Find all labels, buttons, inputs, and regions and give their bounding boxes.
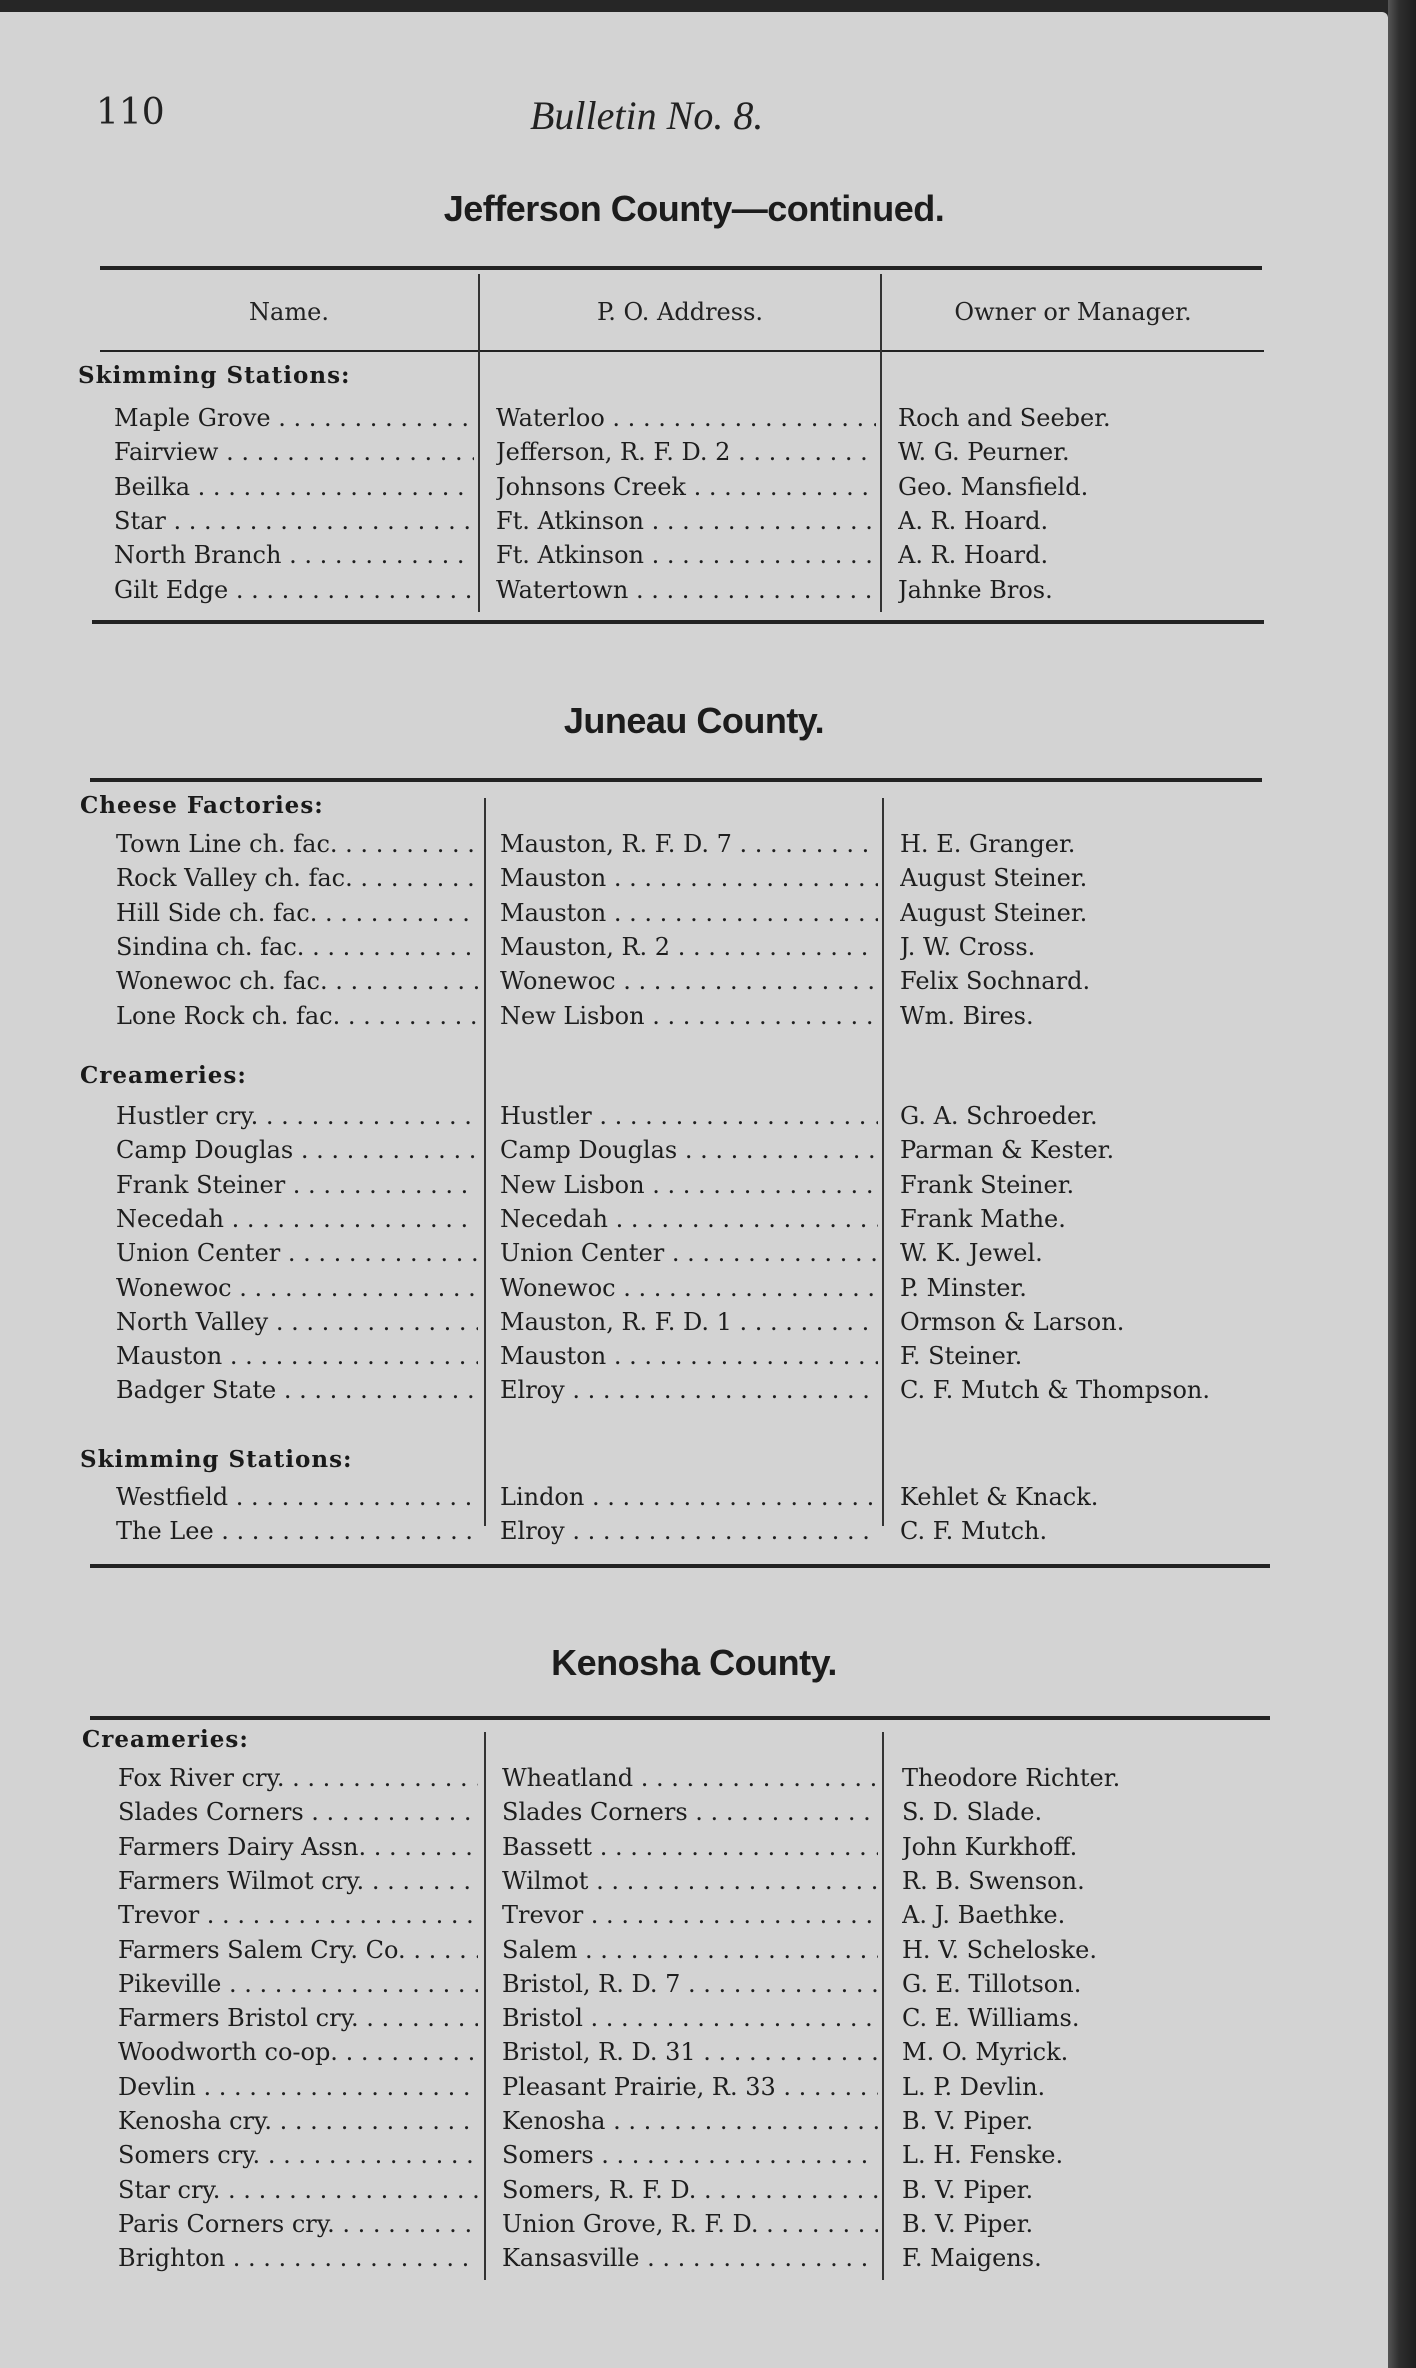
entry-address: Trevor . . . (502, 1898, 878, 1932)
entry-address: Lindon . . . (500, 1480, 878, 1514)
entry-address: Jefferson, R. F. D. 2 . . . (496, 435, 876, 469)
entry-owner: A. J. Baethke. (902, 1901, 1066, 1929)
entry-owner: F. Maigens. (902, 2244, 1042, 2272)
entry-address: Somers, R. F. D. . . . (502, 2173, 878, 2207)
entry-address: Elroy . . . (500, 1514, 878, 1548)
entry-owner: B. V. Piper. (902, 2176, 1034, 2204)
entry-owner: Jahnke Bros. (898, 576, 1053, 604)
county-end-rule (90, 1564, 1270, 1568)
column-divider (880, 274, 882, 612)
entry-address: Ft. Atkinson . . . (496, 504, 876, 538)
entry-address: Kenosha . . . (502, 2104, 878, 2138)
entry-address: Wilmot . . . (502, 1864, 878, 1898)
section-heading: Creameries: (82, 1726, 249, 1753)
entry-name: Mauston . . . (116, 1339, 478, 1373)
entry-owner: Parman & Kester. (900, 1136, 1115, 1164)
entry-address: Mauston . . . (500, 861, 878, 895)
running-title: Bulletin No. 8. (530, 93, 764, 138)
entry-name: Trevor . . . (118, 1898, 478, 1932)
entry-owner: P. Minster. (900, 1274, 1027, 1302)
entry-owner: Frank Mathe. (900, 1205, 1066, 1233)
entry-name: Somers cry. . . . (118, 2138, 478, 2172)
section-heading: Skimming Stations: (80, 1446, 353, 1473)
entry-address: Bristol, R. D. 31 . . . (502, 2035, 878, 2069)
entry-address: New Lisbon . . . (500, 999, 878, 1033)
entry-address: Wonewoc . . . (500, 1271, 878, 1305)
entry-owner: Felix Sochnard. (900, 967, 1091, 995)
entry-name: Pikeville . . . (118, 1967, 478, 2001)
entry-address: Waterloo . . . (496, 401, 876, 435)
entry-name: Frank Steiner . . . (116, 1168, 478, 1202)
entry-address: Mauston . . . (500, 1339, 878, 1373)
entry-name: Town Line ch. fac. . . . (116, 827, 478, 861)
entry-owner: L. H. Fenske. (902, 2141, 1064, 2169)
entry-name: Paris Corners cry. . . . (118, 2207, 478, 2241)
entry-address: Necedah . . . (500, 1202, 878, 1236)
column-divider (478, 274, 480, 612)
entry-address: Hustler . . . (500, 1099, 878, 1133)
entry-owner: August Steiner. (900, 899, 1088, 927)
entry-address: New Lisbon . . . (500, 1168, 878, 1202)
entry-owner: L. P. Devlin. (902, 2073, 1046, 2101)
entry-owner: John Kurkhoff. (902, 1833, 1078, 1861)
entry-name: Farmers Bristol cry. . . . (118, 2001, 478, 2035)
section-heading: Creameries: (80, 1062, 247, 1089)
entry-owner: H. E. Granger. (900, 830, 1076, 858)
column-divider (882, 1732, 884, 2280)
entry-address: Slades Corners . . . (502, 1795, 878, 1829)
entry-address: Mauston, R. F. D. 1 . . . (500, 1305, 878, 1339)
entry-address: Watertown . . . (496, 573, 876, 607)
entry-owner: Geo. Mansfield. (898, 473, 1089, 501)
entry-address: Wheatland . . . (502, 1761, 878, 1795)
entry-name: Beilka . . . (114, 470, 474, 504)
county-title-juneau: Juneau County. (563, 700, 825, 741)
entry-owner: C. E. Williams. (902, 2004, 1080, 2032)
column-header-owner: Owner or Manager. (954, 298, 1192, 326)
entry-address: Union Grove, R. F. D. . . . (502, 2207, 878, 2241)
entry-owner: F. Steiner. (900, 1342, 1023, 1370)
entry-owner: M. O. Myrick. (902, 2038, 1069, 2066)
entry-name: Wonewoc ch. fac. . . . (116, 964, 478, 998)
entry-owner: Roch and Seeber. (898, 404, 1111, 432)
entry-owner: B. V. Piper. (902, 2210, 1034, 2238)
entry-owner: A. R. Hoard. (898, 541, 1049, 569)
entry-name: Hustler cry. . . . (116, 1099, 478, 1133)
entry-name: Maple Grove . . . (114, 401, 474, 435)
entry-name: North Branch . . . (114, 538, 474, 572)
entry-address: Pleasant Prairie, R. 33 . . . (502, 2070, 878, 2104)
entry-name: Fox River cry. . . . (118, 1761, 478, 1795)
entry-owner: R. B. Swenson. (902, 1867, 1085, 1895)
book-page (0, 12, 1388, 2368)
entry-address: Bassett . . . (502, 1830, 878, 1864)
entry-name: Westfield . . . (116, 1480, 478, 1514)
entry-name: Gilt Edge . . . (114, 573, 474, 607)
entry-owner: Frank Steiner. (900, 1171, 1075, 1199)
entry-address: Mauston . . . (500, 896, 878, 930)
entry-address: Ft. Atkinson . . . (496, 538, 876, 572)
entry-address: Mauston, R. F. D. 7 . . . (500, 827, 878, 861)
entry-name: Necedah . . . (116, 1202, 478, 1236)
entry-owner: Theodore Richter. (902, 1764, 1121, 1792)
table-top-rule (100, 266, 1262, 270)
county-title-jefferson: Jefferson County—continued. (443, 188, 945, 229)
entry-name: Lone Rock ch. fac. . . . (116, 999, 478, 1033)
entry-name: Farmers Dairy Assn. . . . (118, 1830, 478, 1864)
entry-name: Sindina ch. fac. . . . (116, 930, 478, 964)
entry-name: Farmers Wilmot cry. . . . (118, 1864, 478, 1898)
column-divider (484, 1732, 486, 2280)
entry-name: Star cry. . . . (118, 2173, 478, 2207)
entry-name: Devlin . . . (118, 2070, 478, 2104)
entry-name: Woodworth co-op. . . . (118, 2035, 478, 2069)
entry-owner: S. D. Slade. (902, 1798, 1043, 1826)
entry-address: Elroy . . . (500, 1373, 878, 1407)
entry-address: Somers . . . (502, 2138, 878, 2172)
entry-address: Salem . . . (502, 1933, 878, 1967)
entry-address: Johnsons Creek . . . (496, 470, 876, 504)
book-edge (1388, 0, 1416, 2368)
entry-owner: Wm. Bires. (900, 1002, 1034, 1030)
entry-owner: J. W. Cross. (900, 933, 1036, 961)
entry-address: Union Center . . . (500, 1236, 878, 1270)
entry-name: Wonewoc . . . (116, 1271, 478, 1305)
column-header-address: P. O. Address. (596, 298, 764, 326)
entry-address: Bristol . . . (502, 2001, 878, 2035)
entry-name: Union Center . . . (116, 1236, 478, 1270)
column-divider (882, 798, 884, 1526)
entry-owner: C. F. Mutch. (900, 1517, 1048, 1545)
entry-name: Fairview . . . (114, 435, 474, 469)
entry-name: Brighton . . . (118, 2241, 478, 2275)
entry-name: Farmers Salem Cry. Co. . . . (118, 1933, 478, 1967)
entry-address: Wonewoc . . . (500, 964, 878, 998)
county-end-rule (92, 620, 1264, 624)
entry-name: Rock Valley ch. fac. . . . (116, 861, 478, 895)
section-heading: Cheese Factories: (80, 792, 324, 819)
table-top-rule (90, 1716, 1270, 1720)
entry-address: Bristol, R. D. 7 . . . (502, 1967, 878, 2001)
column-header-name: Name. (249, 298, 329, 326)
entry-owner: C. F. Mutch & Thompson. (900, 1376, 1211, 1404)
entry-owner: G. E. Tillotson. (902, 1970, 1082, 1998)
county-title-kenosha: Kenosha County. (551, 1642, 837, 1683)
entry-name: Camp Douglas . . . (116, 1133, 478, 1167)
entry-owner: W. K. Jewel. (900, 1239, 1043, 1267)
entry-address: Mauston, R. 2 . . . (500, 930, 878, 964)
entry-owner: B. V. Piper. (902, 2107, 1034, 2135)
entry-name: Hill Side ch. fac. . . . (116, 896, 478, 930)
entry-owner: August Steiner. (900, 864, 1088, 892)
entry-name: North Valley . . . (116, 1305, 478, 1339)
section-heading: Skimming Stations: (78, 362, 351, 389)
entry-name: Star . . . (114, 504, 474, 538)
column-divider (484, 798, 486, 1526)
entry-name: Slades Corners . . . (118, 1795, 478, 1829)
entry-owner: H. V. Scheloske. (902, 1936, 1097, 1964)
header-rule (100, 350, 1264, 352)
entry-address: Kansasville . . . (502, 2241, 878, 2275)
entry-owner: G. A. Schroeder. (900, 1102, 1098, 1130)
entry-owner: W. G. Peurner. (898, 438, 1070, 466)
entry-name: The Lee . . . (116, 1514, 478, 1548)
entry-owner: Kehlet & Knack. (900, 1483, 1099, 1511)
entry-name: Kenosha cry. . . . (118, 2104, 478, 2138)
entry-owner: A. R. Hoard. (898, 507, 1049, 535)
table-top-rule (90, 778, 1262, 782)
entry-name: Badger State . . . (116, 1373, 478, 1407)
entry-address: Camp Douglas . . . (500, 1133, 878, 1167)
page-number: 110 (96, 92, 165, 133)
entry-owner: Ormson & Larson. (900, 1308, 1125, 1336)
